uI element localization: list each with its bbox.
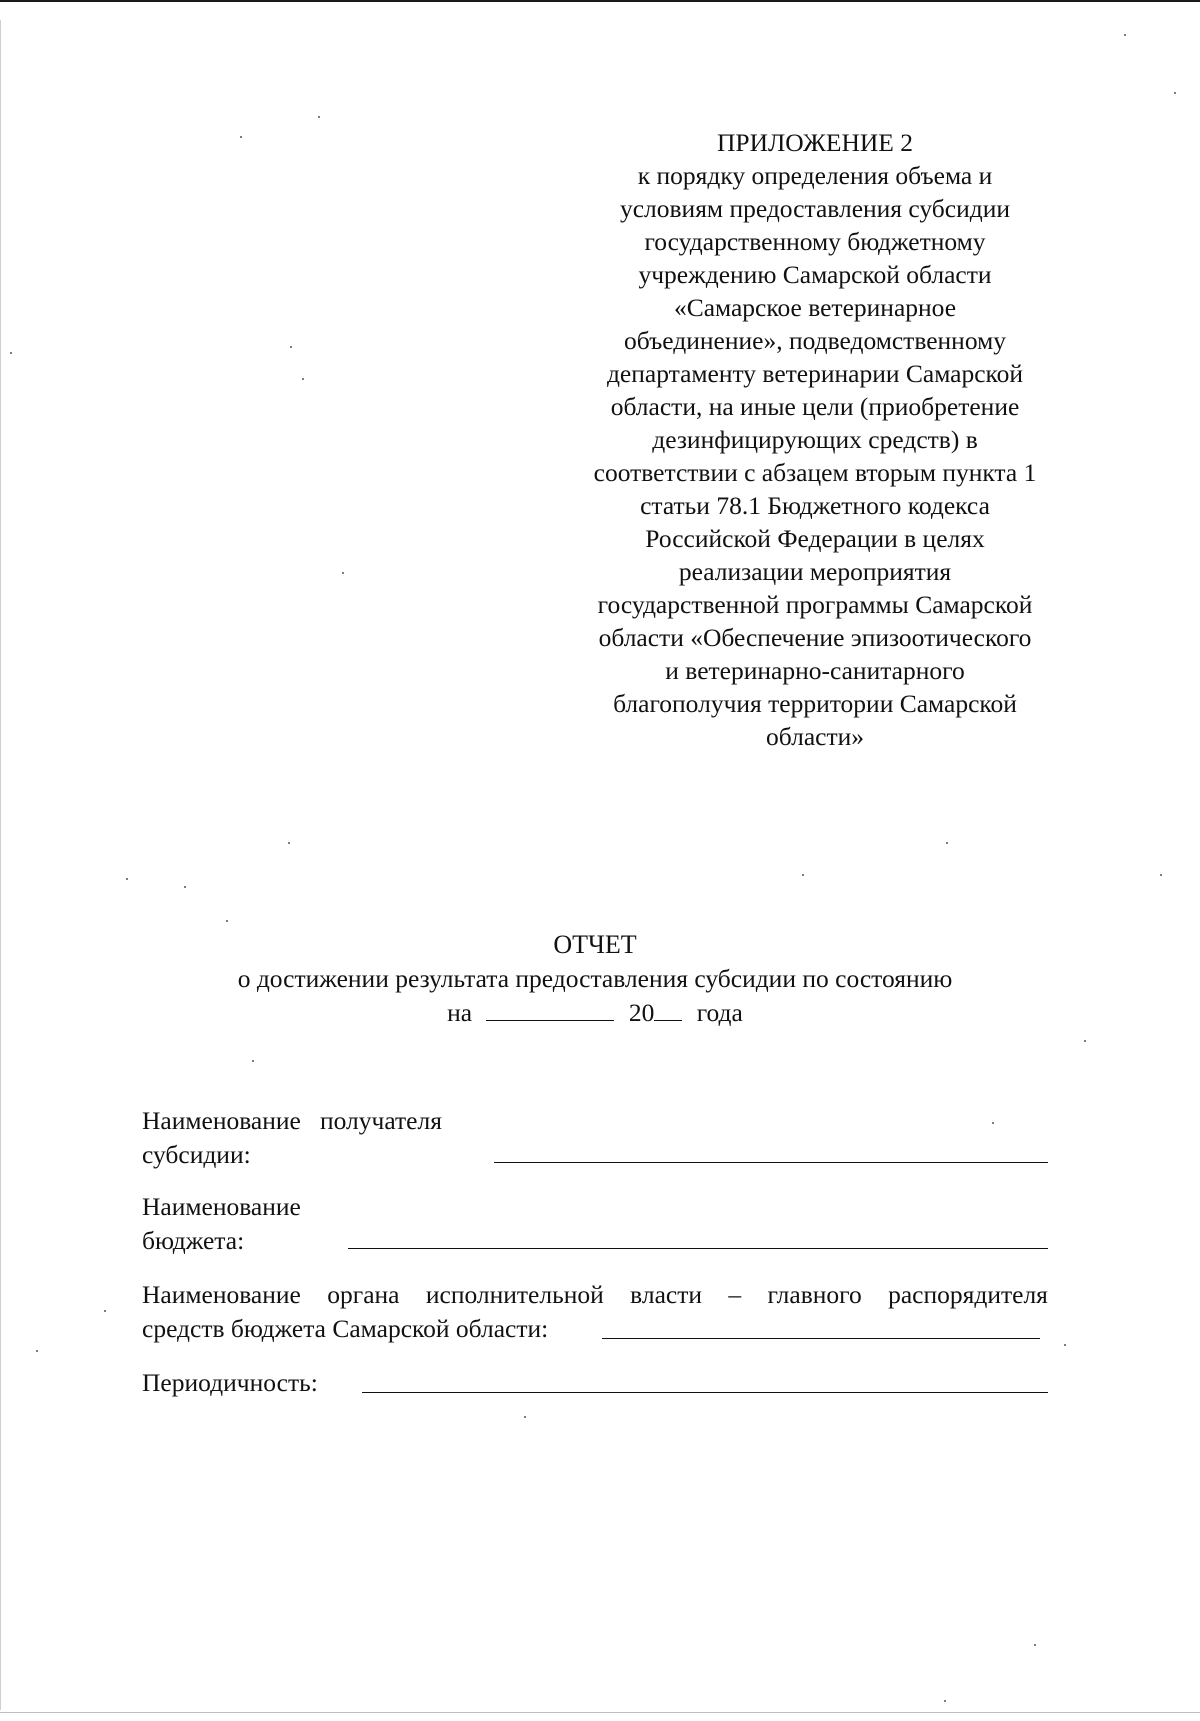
scan-speck — [184, 886, 186, 888]
report-subtitle: о достижении результата предоставления субсидии по состоянию — [237, 964, 953, 993]
date-year-blank[interactable] — [654, 996, 682, 1021]
scan-speck — [1160, 874, 1162, 876]
date-suffix: года — [696, 998, 743, 1027]
appendix-line: благополучия территории Самарской — [613, 689, 1017, 718]
authority-word: главного — [767, 1280, 862, 1309]
date-day-month-blank[interactable] — [486, 996, 614, 1021]
appendix-line: дезинфицирующих средств) в — [652, 425, 978, 454]
appendix-line: области, на иные цели (приобретение — [610, 392, 1020, 421]
authority-word: власти — [630, 1280, 703, 1309]
scan-edge-top — [0, 0, 1200, 2]
report-date-line — [0, 996, 1190, 1029]
report-title: ОТЧЕТ — [553, 930, 637, 959]
scan-speck — [36, 1350, 38, 1352]
scan-speck — [802, 874, 804, 876]
date-prefix: на — [447, 998, 473, 1027]
appendix-line: государственному бюджетному — [644, 227, 986, 256]
scan-speck — [1034, 1644, 1036, 1646]
authority-word: исполнительной — [425, 1280, 604, 1309]
appendix-line: Российской Федерации в целях — [645, 524, 985, 553]
scan-speck — [946, 842, 948, 844]
authority-label-line1 — [142, 1278, 1048, 1312]
budget-input-line[interactable] — [348, 1248, 1048, 1249]
appendix-line: «Самарское ветеринарное — [673, 293, 957, 322]
appendix-line: и ветеринарно-санитарного — [665, 656, 965, 685]
scan-speck — [1174, 92, 1176, 94]
authority-word: органа — [327, 1280, 400, 1309]
budget-label-line1: Наименование — [142, 1192, 301, 1221]
periodicity-label: Периодичность: — [142, 1368, 318, 1397]
scan-speck — [342, 572, 344, 574]
appendix-title: ПРИЛОЖЕНИЕ 2 — [716, 128, 914, 157]
scan-speck — [944, 1700, 946, 1702]
scan-speck — [10, 352, 12, 354]
periodicity-input-line[interactable] — [362, 1392, 1048, 1393]
scan-speck — [288, 842, 290, 844]
appendix-line: государственной программы Самарской — [597, 590, 1033, 619]
authority-label-line2: средств бюджета Самарской области: — [142, 1314, 549, 1343]
appendix-line: условиям предоставления субсидии — [619, 194, 1011, 223]
authority-word: распорядителя — [888, 1280, 1048, 1309]
authority-word: Наименование — [142, 1280, 301, 1309]
scan-speck — [1064, 1344, 1066, 1346]
scan-edge-bottom — [0, 1712, 1200, 1713]
scan-speck — [302, 378, 304, 380]
appendix-line: соответствии с абзацем вторым пункта 1 — [593, 458, 1037, 487]
appendix-line: области «Обеспечение эпизоотического — [598, 623, 1032, 652]
scan-speck — [252, 1060, 254, 1062]
recipient-label-word1: Наименование — [142, 1106, 301, 1135]
scan-speck — [992, 1122, 994, 1124]
scan-speck — [226, 920, 228, 922]
appendix-line: департаменту ветеринарии Самарской — [606, 359, 1024, 388]
scan-speck — [240, 136, 242, 138]
date-year-prefix: 20 — [628, 998, 655, 1027]
appendix-line: реализации мероприятия — [678, 557, 952, 586]
appendix-header — [560, 126, 1070, 753]
scan-speck — [524, 1416, 526, 1418]
scan-speck — [104, 1310, 106, 1312]
recipient-label-line2: субсидии: — [142, 1140, 251, 1169]
scan-speck — [290, 346, 292, 348]
authority-input-line[interactable] — [602, 1338, 1040, 1339]
recipient-label-word2: получателя — [320, 1106, 442, 1135]
scan-speck — [1124, 34, 1126, 36]
recipient-label-line1 — [142, 1104, 442, 1138]
scan-speck — [126, 878, 128, 880]
appendix-line: учреждению Самарской области — [638, 260, 992, 289]
authority-word: – — [728, 1280, 742, 1309]
scan-edge-left — [0, 20, 1, 1710]
appendix-line: области» — [766, 722, 864, 751]
appendix-line: к порядку определения объема и — [637, 161, 993, 190]
budget-label-line2: бюджета: — [142, 1226, 245, 1255]
appendix-line: объединение», подведомственному — [624, 326, 1006, 355]
scan-speck — [318, 116, 320, 118]
scan-speck — [1084, 1040, 1086, 1042]
appendix-line: статьи 78.1 Бюджетного кодекса — [640, 491, 990, 520]
recipient-input-line[interactable] — [494, 1162, 1048, 1163]
